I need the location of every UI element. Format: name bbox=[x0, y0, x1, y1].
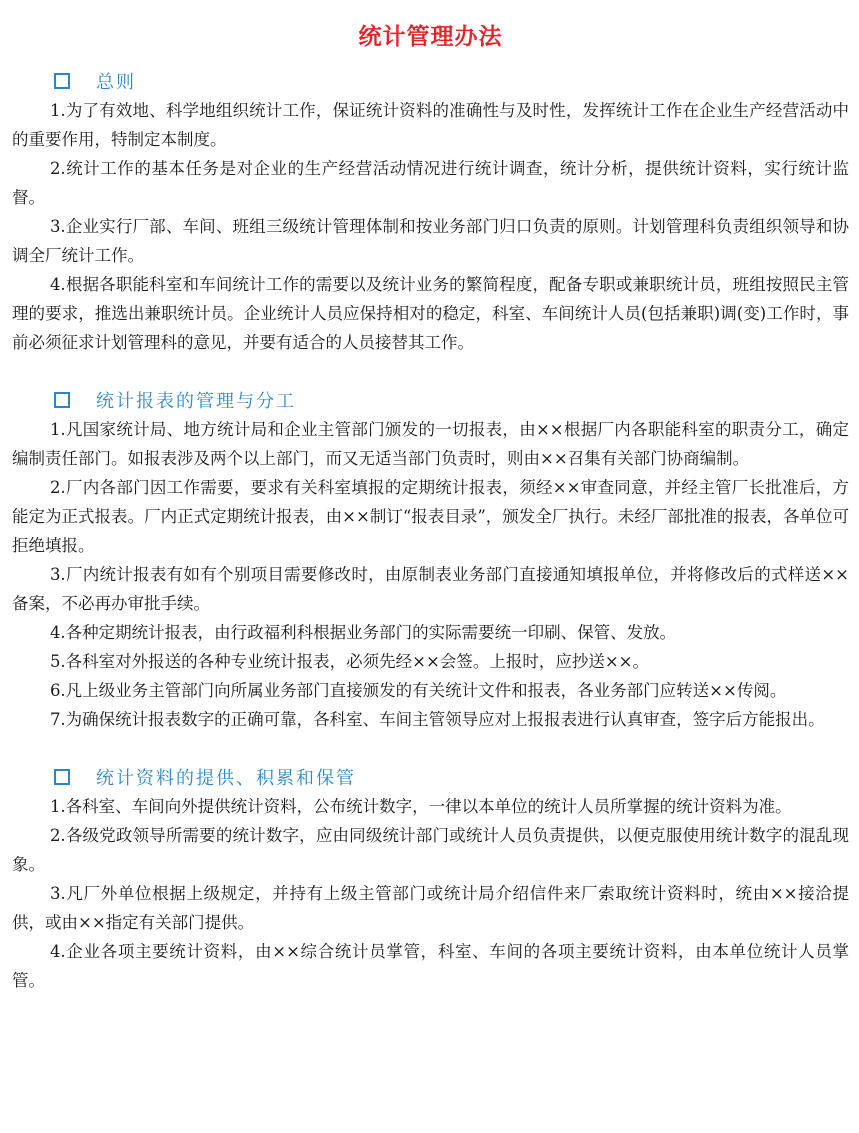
section-heading-text: 总则 bbox=[96, 72, 136, 93]
paragraph: 3.企业实行厂部、车间、班组三级统计管理体制和按业务部门归口负责的原则。计划管理科负责组织领导和协调全厂统计工作。 bbox=[12, 217, 849, 265]
paragraph: 3.厂内统计报表有如有个别项目需要修改时，由原制表业务部门直接通知填报单位，并将修改后的式样送××备案，不必再办审批手续。 bbox=[12, 565, 849, 613]
paragraph: 1.凡国家统计局、地方统计局和企业主管部门颁发的一切报表，由××根据厂内各职能科室的职责分工，确定编制责任部门。如报表涉及两个以上部门，而又无适当部门负责时，则由××召集有关部门协商编制。 bbox=[12, 420, 849, 468]
section-heading-text: 统计报表的管理与分工 bbox=[96, 391, 296, 412]
paragraph: 4.根据各职能科室和车间统计工作的需要以及统计业务的繁简程度，配备专职或兼职统计员，班组按照民主管理的要求，推选出兼职统计员。企业统计人员应保持相对的稳定，科室、车间统计人员(包括兼职)调(变)工作时，事前必须征求计划管理科的意见，并要有适合的人员接替其工作。 bbox=[12, 275, 849, 352]
paragraph: 5.各科室对外报送的各种专业统计报表，必须先经××会签。上报时，应抄送××。 bbox=[49, 652, 649, 671]
document-title: 统计管理办法 bbox=[358, 23, 503, 50]
paragraph: 1.各科室、车间向外提供统计资料，公布统计数字，一律以本单位的统计人员所掌握的统计资料为准。 bbox=[49, 797, 792, 816]
paragraph: 2.厂内各部门因工作需要，要求有关科室填报的定期统计报表，须经××审查同意，并经主管厂长批准后，方能定为正式报表。厂内正式定期统计报表，由××制订“报表目录”，颁发全厂执行。未经厂部批准的报表，各单位可拒绝填报。 bbox=[12, 478, 849, 555]
paragraph: 7.为确保统计报表数字的正确可靠，各科室、车间主管领导应对上报报表进行认真审查，签字后方能报出。 bbox=[49, 710, 825, 729]
section-heading bbox=[12, 66, 849, 96]
paragraph: 4.各种定期统计报表，由行政福利科根据业务部门的实际需要统一印刷、保管、发放。 bbox=[49, 623, 677, 642]
section-heading-text: 统计资料的提供、积累和保管 bbox=[96, 768, 356, 789]
paragraph: 1.为了有效地、科学地组织统计工作，保证统计资料的准确性与及时性，发挥统计工作在企业生产经营活动中的重要作用，特制定本制度。 bbox=[12, 101, 849, 149]
section-data-provision bbox=[12, 762, 849, 995]
paragraph: 4.企业各项主要统计资料，由××综合统计员掌管，科室、车间的各项主要统计资料，由本单位统计人员掌管。 bbox=[12, 942, 849, 990]
section-heading bbox=[12, 762, 849, 792]
paragraph: 6.凡上级业务主管部门向所属业务部门直接颁发的有关统计文件和报表，各业务部门应转送××传阅。 bbox=[49, 681, 787, 700]
checkbox-icon bbox=[54, 769, 70, 785]
paragraph: 2.各级党政领导所需要的统计数字，应由同级统计部门或统计人员负责提供，以便克服使用统计数字的混乱现象。 bbox=[12, 826, 849, 874]
section-heading bbox=[12, 385, 849, 415]
paragraph: 2.统计工作的基本任务是对企业的生产经营活动情况进行统计调查，统计分析，提供统计资料，实行统计监督。 bbox=[12, 159, 849, 207]
checkbox-icon bbox=[54, 392, 70, 408]
section-report-management bbox=[12, 385, 849, 734]
section-general bbox=[12, 66, 849, 357]
paragraph: 3.凡厂外单位根据上级规定，并持有上级主管部门或统计局介绍信件来厂索取统计资料时，统由××接洽提供，或由××指定有关部门提供。 bbox=[12, 884, 849, 932]
checkbox-icon bbox=[54, 73, 70, 89]
